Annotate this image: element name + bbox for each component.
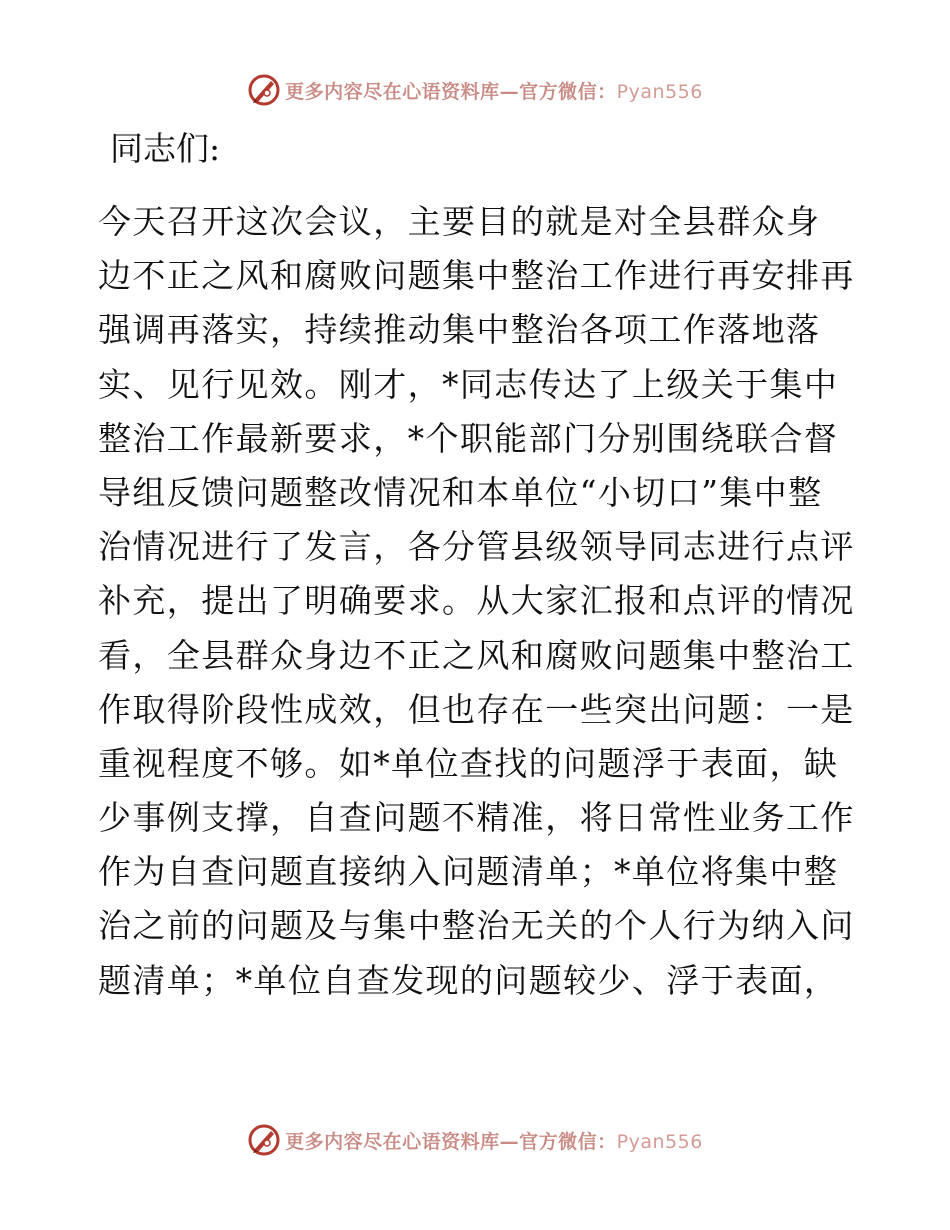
text-line: 治情况进行了发言，各分管县级领导同志进行点评 (98, 527, 855, 567)
quill-pen-logo-icon (247, 73, 281, 107)
text-line: 题清单；*单位自查发现的问题较少、浮于表面， (98, 960, 839, 1000)
watermark-header (0, 70, 950, 110)
watermark-account: Pyan556 (616, 80, 703, 103)
text-line: 今天召开这次会议，主要目的就是对全县群众身 (98, 202, 821, 241)
quill-pen-logo-icon (247, 1123, 281, 1157)
text-line: 补充，提出了明确要求。从大家汇报和点评的情况 (98, 581, 855, 621)
watermark-text (285, 77, 703, 104)
watermark-cn-text: 更多内容尽在心语资料库—官方微信： (285, 1130, 617, 1153)
watermark-cn-text: 更多内容尽在心语资料库—官方微信： (285, 80, 617, 103)
text-line: 边不正之风和腐败问题集中整治工作进行再安排再 (98, 256, 855, 296)
salutation: 同志们: (110, 129, 221, 168)
text-line: 导组反馈问题整改情况和本单位“小切口”集中整 (98, 472, 823, 512)
text-line: 实、见行见效。刚才，*同志传达了上级关于集中 (98, 364, 839, 404)
watermark-footer (0, 1120, 950, 1160)
text-line: 作取得阶段性成效，但也存在一些突出问题：一是 (98, 689, 855, 729)
watermark-text (285, 1127, 703, 1154)
text-line: 强调再落实，持续推动集中整治各项工作落地落 (98, 310, 821, 350)
text-line: 整治工作最新要求，*个职能部门分别围绕联合督 (98, 418, 839, 458)
watermark-account: Pyan556 (616, 1130, 703, 1153)
body-paragraph (98, 195, 858, 1008)
text-line: 治之前的问题及与集中整治无关的个人行为纳入问 (98, 906, 855, 946)
text-line: 看，全县群众身边不正之风和腐败问题集中整治工 (98, 635, 855, 675)
text-line: 少事例支撑，自查问题不精准，将日常性业务工作 (98, 798, 855, 838)
text-line: 作为自查问题直接纳入问题清单；*单位将集中整 (98, 852, 839, 892)
text-line: 重视程度不够。如*单位查找的问题浮于表面，缺 (98, 743, 839, 783)
